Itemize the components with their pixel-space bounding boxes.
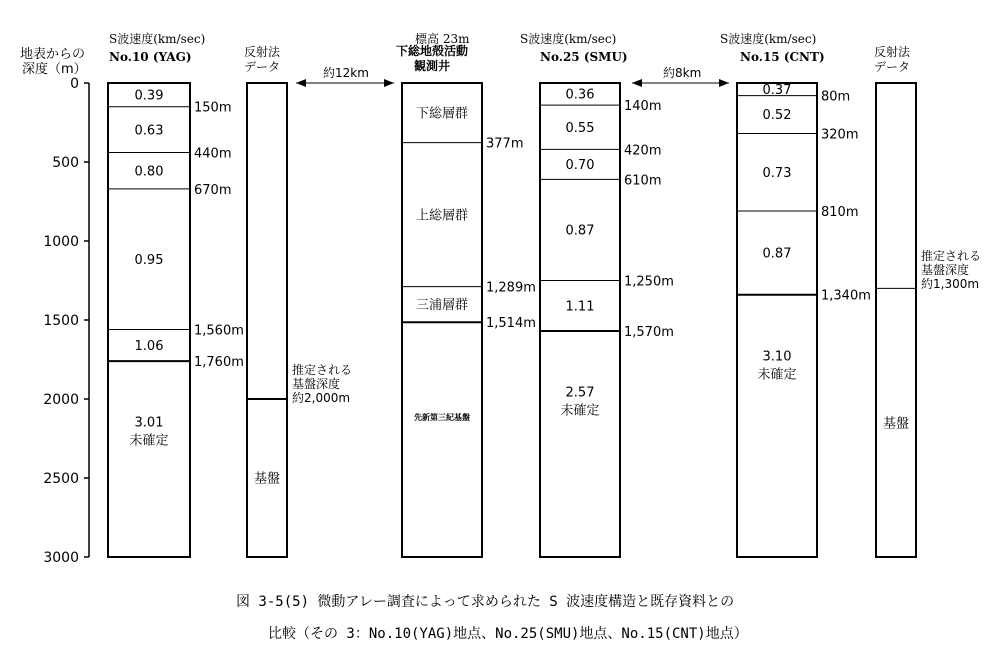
note-right-line1: 推定される (921, 249, 982, 263)
ref2-header-name: データ (874, 60, 911, 74)
yag-boundary-label: 440m (194, 146, 232, 162)
well-boundary-label: 377m (486, 136, 524, 152)
smu-layer-label: 0.36 (565, 87, 595, 103)
cnt-column-box (737, 83, 817, 557)
well-boundary-label: 1,289m (486, 280, 536, 296)
cnt-header-top: S波速度(km/sec) (720, 32, 817, 46)
yag-layer-label: 0.95 (134, 252, 164, 268)
ref1-header-name: データ (244, 60, 281, 74)
ref2-header-top: 反射法 (874, 45, 911, 59)
note-left-line1: 推定される (292, 363, 353, 377)
well-layer-label: 上総層群 (415, 208, 469, 224)
well-header-top: 標高 23m (415, 32, 470, 46)
well-boundary-label: 1,514m (486, 316, 536, 332)
distance-label-12km: 約12km (323, 66, 369, 80)
cnt-layer-label: 0.87 (762, 246, 792, 262)
smu-layer-label: 未確定 (560, 403, 600, 419)
smu-layer-label: 0.55 (565, 120, 595, 136)
smu-header-top: S波速度(km/sec) (520, 32, 617, 46)
caption-line1: 図 3-5(5) 微動アレー調査によって求められた S 波速度構造と既存資料との (236, 594, 735, 610)
cnt-boundary-label: 320m (821, 127, 859, 143)
axis-tick-label: 3000 (43, 550, 79, 566)
smu-header-name: No.25 (SMU) (540, 50, 628, 64)
smu-boundary-label: 610m (624, 173, 662, 189)
distance-arrow-12km-head-right (384, 79, 394, 87)
yag-boundary-label: 150m (194, 100, 232, 116)
smu-layer-label: 0.87 (565, 223, 595, 239)
axis-label-line2: 深度（m） (22, 62, 87, 77)
yag-layer-label: 0.80 (134, 164, 164, 180)
yag-layer-label: 1.06 (134, 338, 164, 354)
yag-boundary-label: 1,560m (194, 323, 244, 339)
smu-layer-label: 1.11 (565, 299, 595, 315)
axis-tick-label: 1500 (43, 313, 79, 329)
ref1-header-top: 反射法 (244, 45, 281, 59)
smu-boundary-label: 420m (624, 143, 662, 159)
ref1-layer-label: 基盤 (253, 471, 281, 487)
well-layer-label: 三浦層群 (415, 298, 469, 314)
yag-layer-label: 0.63 (134, 123, 164, 139)
cnt-layer-label: 0.52 (762, 108, 792, 124)
cnt-layer-label: 未確定 (757, 367, 797, 383)
cnt-header-name: No.15 (CNT) (740, 50, 825, 64)
well-header-name: 下総地殻活動 観測井 (396, 44, 469, 73)
ref2-layer-label: 基盤 (882, 416, 910, 432)
yag-layer-label: 0.39 (134, 88, 164, 104)
yag-boundary-label: 670m (194, 182, 232, 198)
yag-layer-label: 3.01 (134, 415, 164, 431)
cnt-layer-label: 3.10 (762, 349, 792, 365)
cnt-layer-label: 0.73 (762, 165, 792, 181)
distance-arrow-8km-head-right (719, 79, 729, 87)
distance-label-8km: 約8km (663, 66, 702, 80)
axis-tick-label: 2000 (43, 392, 79, 408)
cnt-boundary-label: 810m (821, 204, 859, 220)
note-right-line3: 約1,300m (921, 277, 980, 291)
cnt-layer-label: 0.37 (762, 82, 792, 98)
axis-tick-label: 500 (52, 155, 79, 171)
smu-boundary-label: 1,250m (624, 274, 674, 290)
yag-boundary-label: 1,760m (194, 355, 244, 371)
yag-layer-label: 未確定 (129, 433, 169, 449)
smu-boundary-label: 1,570m (624, 325, 674, 341)
yag-header-name: No.10 (YAG) (109, 50, 192, 64)
axis-tick-label: 2500 (43, 471, 79, 487)
note-left-line3: 約2,000m (292, 391, 351, 405)
axis-tick-label: 0 (70, 76, 79, 92)
ref2-column-box (876, 83, 916, 557)
distance-arrow-12km-head-left (296, 79, 306, 87)
well-column-box (402, 83, 482, 557)
distance-arrow-8km-head-left (632, 79, 642, 87)
caption-line2: 比較（その 3：No.10(YAG)地点、No.25(SMU)地点、No.15(CNT)地点） (268, 626, 748, 642)
note-right-line2: 基盤深度 (921, 263, 970, 277)
well-layer-label: 先新第三紀基盤 (414, 413, 470, 423)
smu-layer-label: 0.70 (565, 158, 595, 174)
yag-header-top: S波速度(km/sec) (109, 32, 206, 46)
smu-column-box (540, 83, 620, 557)
smu-boundary-label: 140m (624, 99, 662, 115)
smu-layer-label: 2.57 (565, 385, 595, 401)
yag-column-box (108, 83, 190, 557)
cnt-boundary-label: 1,340m (821, 288, 871, 304)
well-layer-label: 下総層群 (415, 106, 469, 122)
note-left-line2: 基盤深度 (292, 377, 341, 391)
axis-label-line1: 地表からの (20, 47, 86, 62)
axis-tick-label: 1000 (43, 234, 79, 250)
cnt-boundary-label: 80m (821, 89, 851, 105)
